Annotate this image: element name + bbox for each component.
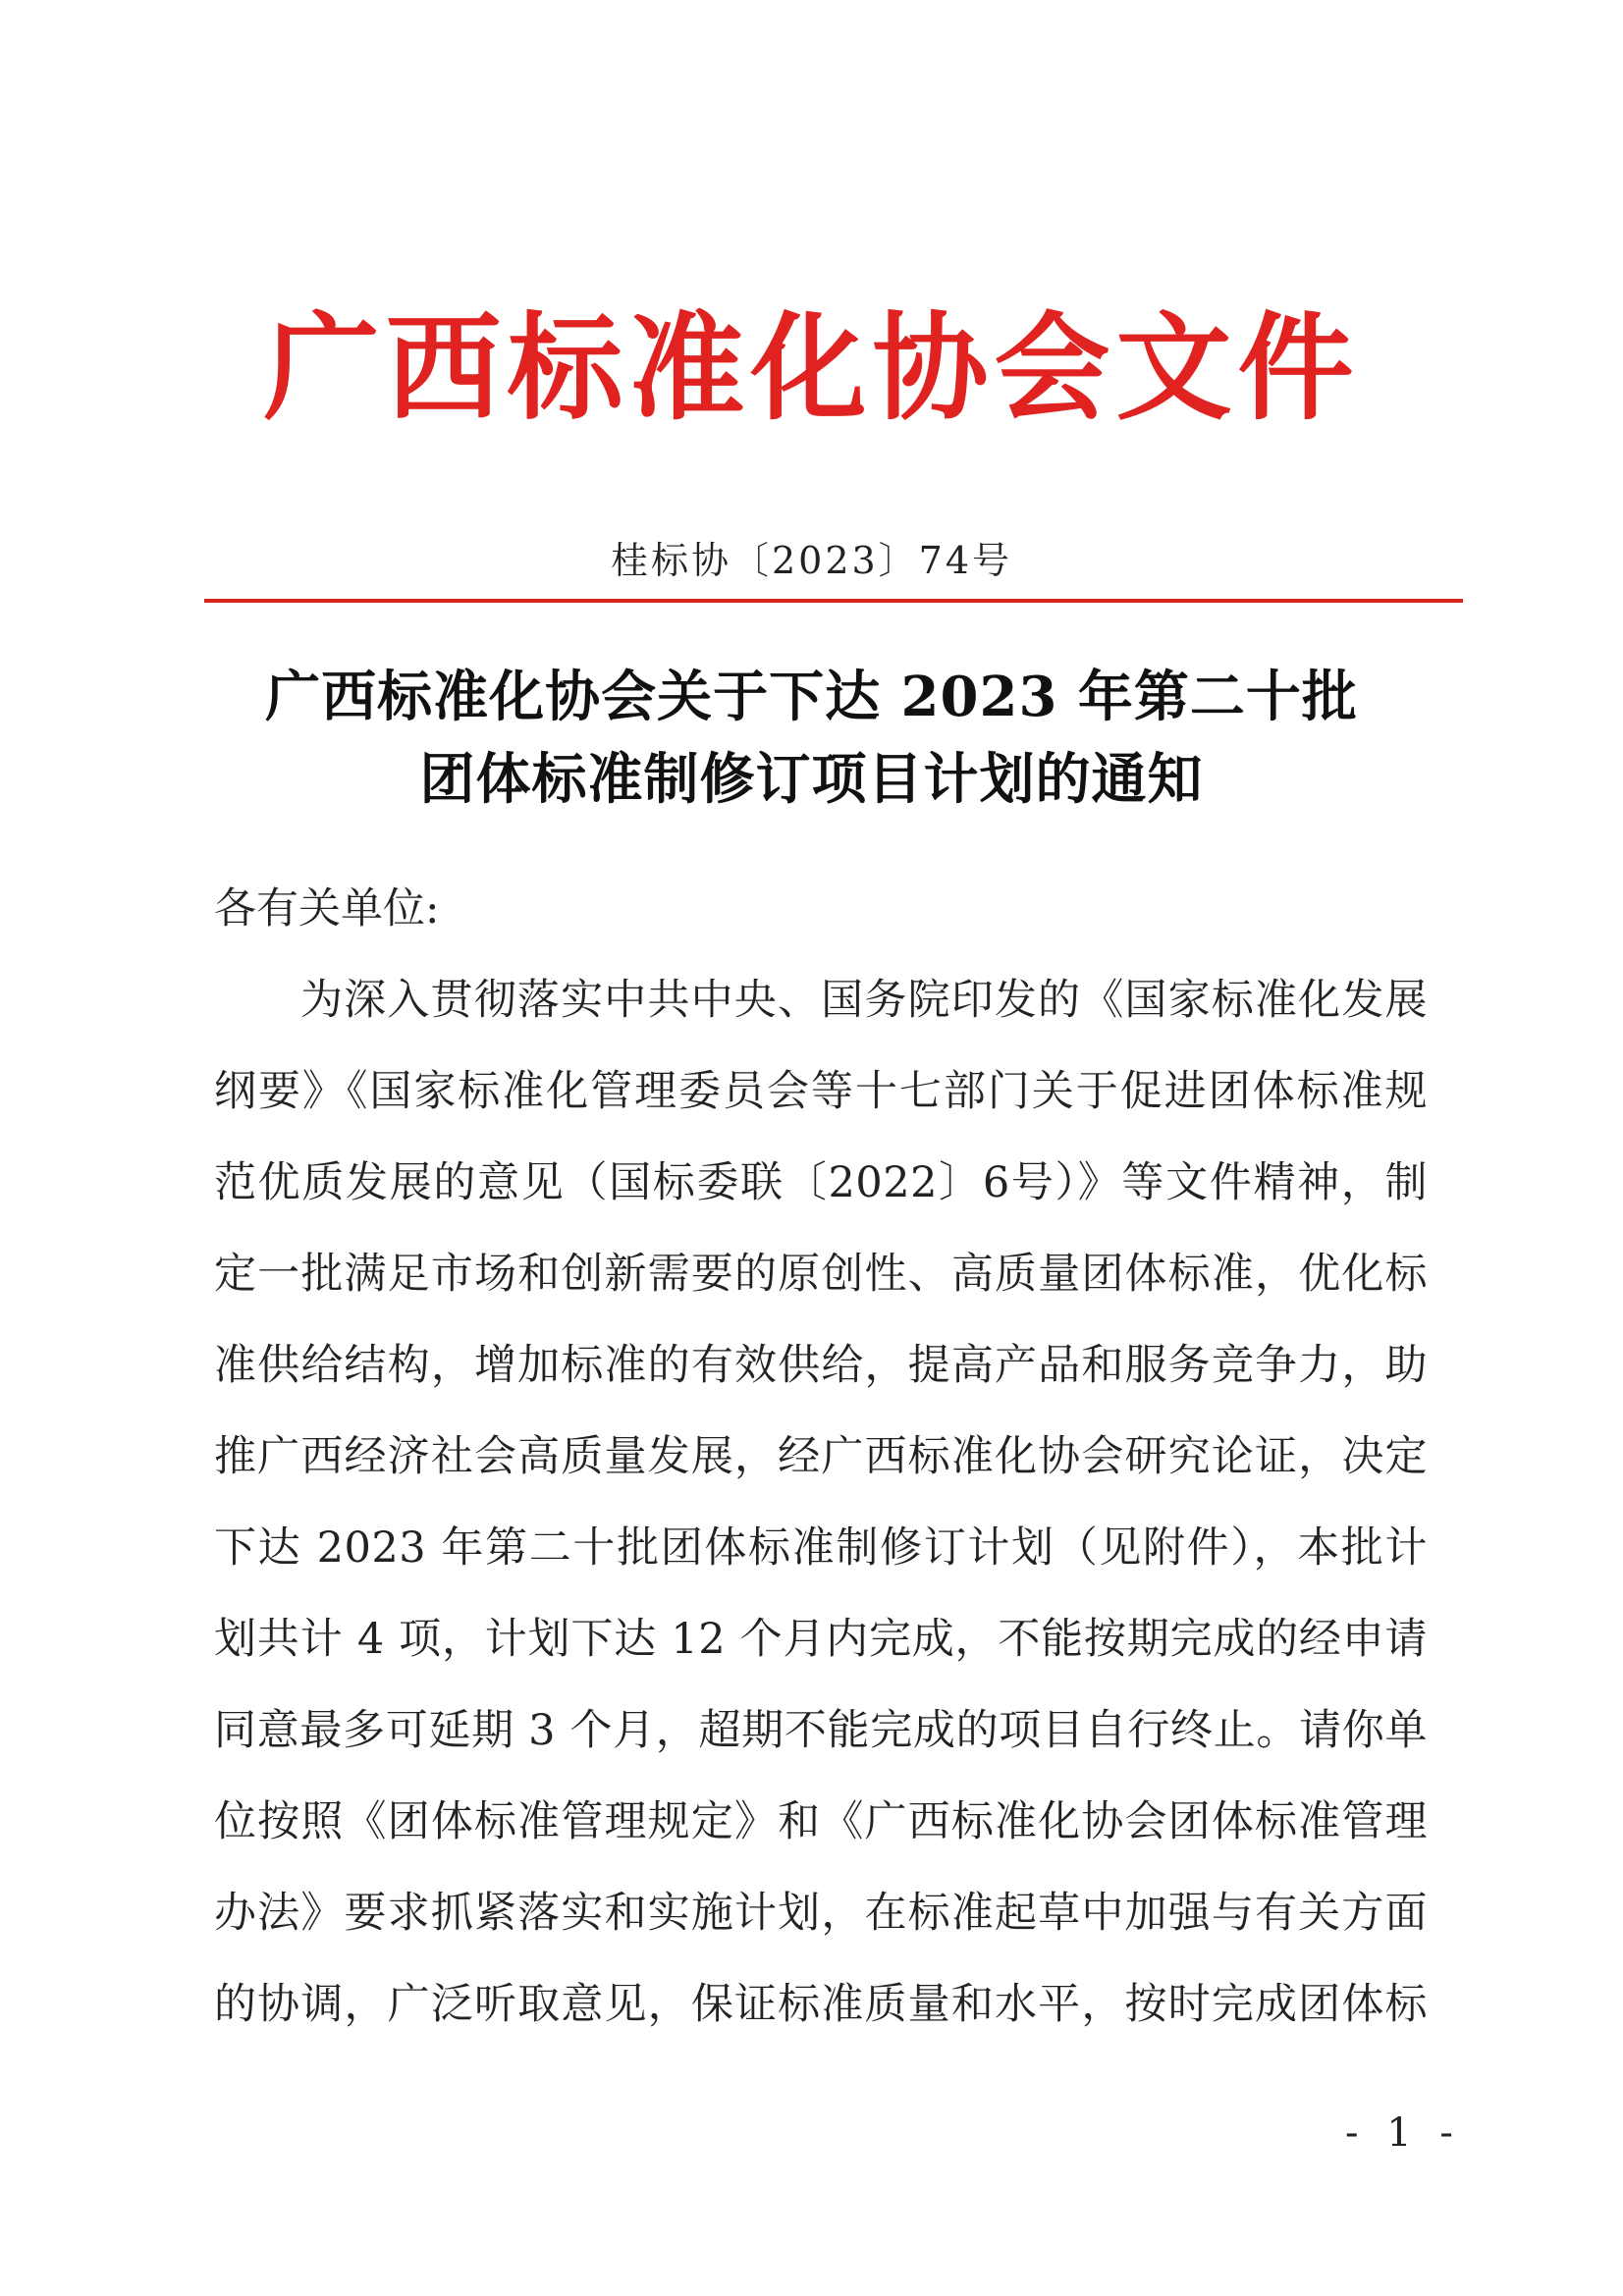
body-line: 为深入贯彻落实中共中央、国务院印发的《国家标准化发展 — [300, 976, 1428, 1025]
masthead-title: 广西标准化协会文件 — [263, 299, 1360, 436]
body-line: 划共计 4 项，计划下达 12 个月内完成，不能按期完成的经申请 — [214, 1615, 1428, 1664]
notice-title-line-1: 广西标准化协会关于下达 2023 年第二十批 — [265, 665, 1358, 729]
body-line: 准供给结构，增加标准的有效供给，提高产品和服务竞争力，助 — [214, 1341, 1428, 1390]
body-line: 下达 2023 年第二十批团体标准制修订计划（见附件），本批计 — [214, 1523, 1428, 1573]
document-number: 桂标协〔2023〕74号 — [610, 539, 1013, 582]
body-line: 同意最多可延期 3 个月，超期不能完成的项目自行终止。请你单 — [214, 1706, 1428, 1755]
notice-body — [214, 864, 1428, 2051]
body-line: 范优质发展的意见（国标委联〔2022〕6号）》等文件精神，制 — [214, 1158, 1428, 1207]
body-line: 的协调，广泛听取意见，保证标准质量和水平，按时完成团体标 — [214, 1980, 1428, 2029]
red-divider-line — [204, 599, 1463, 603]
body-line: 纲要》《国家标准化管理委员会等十七部门关于促进团体标准规 — [214, 1067, 1428, 1116]
body-line: 推广西经济社会高质量发展，经广西标准化协会研究论证，决定 — [214, 1432, 1428, 1481]
notice-title — [0, 656, 1623, 821]
body-line: 办法》要求抓紧落实和实施计划，在标准起草中加强与有关方面 — [214, 1889, 1428, 1938]
body-line: 位按照《团体标准管理规定》和《广西标准化协会团体标准管理 — [214, 1797, 1428, 1846]
body-line: 定一批满足市场和创新需要的原创性、高质量团体标准，优化标 — [214, 1250, 1428, 1299]
notice-title-line-2: 团体标准制修订项目计划的通知 — [419, 747, 1204, 812]
page-number: - 1 - — [1345, 2110, 1461, 2156]
salutation: 各有关单位: — [214, 884, 440, 934]
